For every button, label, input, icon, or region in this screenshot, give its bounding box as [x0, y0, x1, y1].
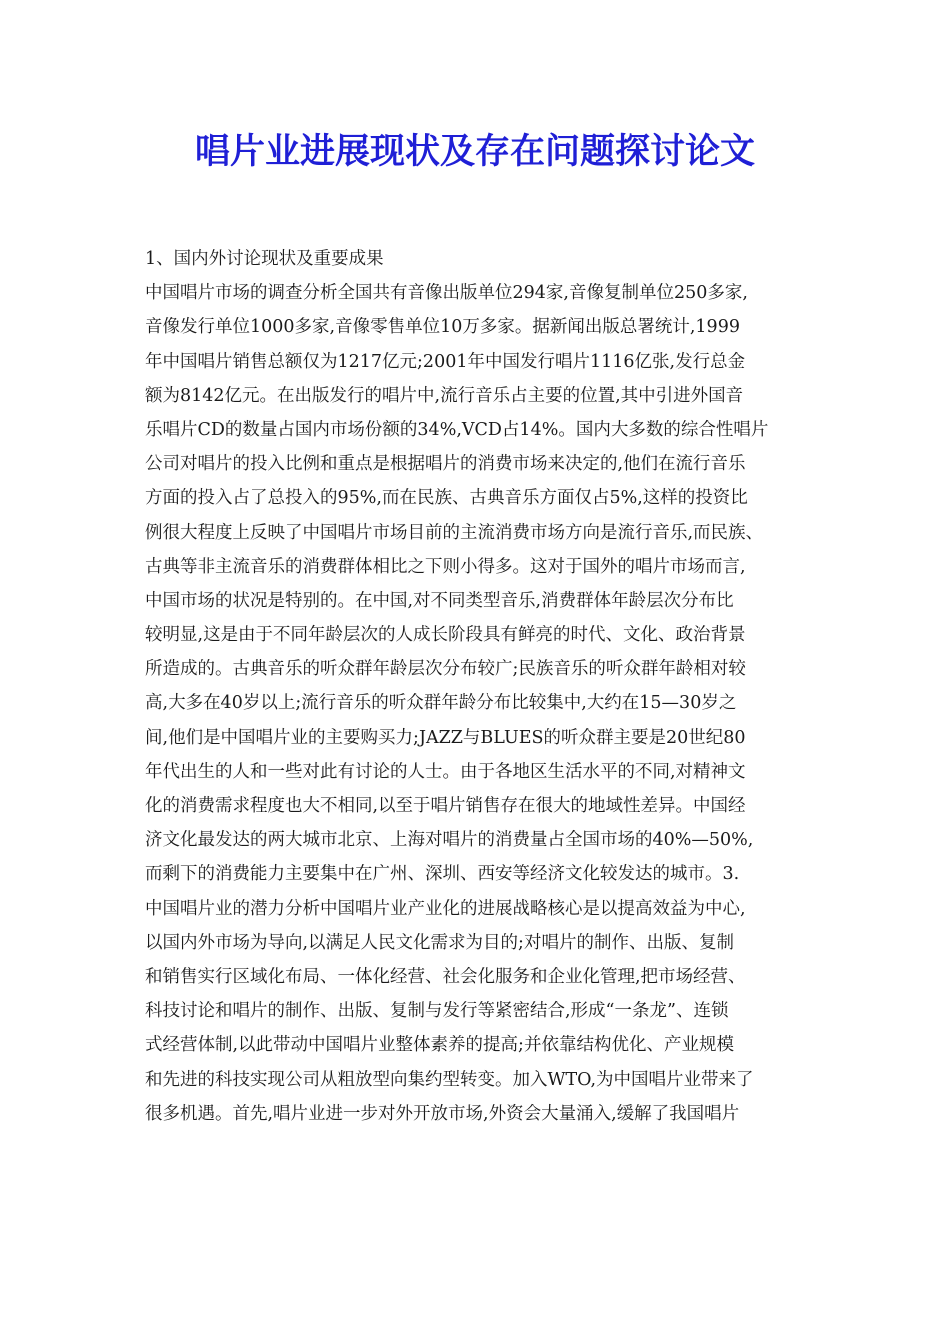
body-line: 和销售实行区域化布局、一体化经营、社会化服务和企业化管理,把市场经营、 — [145, 966, 746, 987]
document-body — [145, 242, 825, 1131]
body-line: 额为8142亿元。在出版发行的唱片中,流行音乐占主要的位置,其中引进外国音 — [145, 385, 744, 406]
body-line: 而剩下的消费能力主要集中在广州、深圳、西安等经济文化较发达的城市。3. — [145, 864, 740, 885]
body-line: 高,大多在40岁以上;流行音乐的听众群年龄分布比较集中,大约在15—30岁之 — [145, 693, 737, 714]
body-line: 年代出生的人和一些对此有讨论的人士。由于各地区生活水平的不同,对精神文 — [145, 761, 746, 782]
body-line: 中国唱片市场的调查分析全国共有音像出版单位294家,音像复制单位250多家, — [145, 283, 748, 304]
body-line: 所造成的。古典音乐的听众群年龄层次分布较广;民族音乐的听众群年龄相对较 — [145, 659, 746, 680]
body-line: 以国内外市场为导向,以满足人民文化需求为目的;对唱片的制作、出版、复制 — [145, 932, 734, 953]
body-line: 化的消费需求程度也大不相同,以至于唱片销售存在很大的地域性差异。中国经 — [145, 796, 746, 816]
body-line: 和先进的科技实现公司从粗放型向集约型转变。加入WTO,为中国唱片业带来了 — [145, 1069, 754, 1090]
body-line: 式经营体制,以此带动中国唱片业整体素养的提高;并依靠结构优化、产业规模 — [145, 1035, 734, 1056]
body-line: 科技讨论和唱片的制作、出版、复制与发行等紧密结合,形成“一条龙”、连锁 — [145, 1001, 729, 1022]
section-heading: 1、国内外讨论现状及重要成果 — [145, 249, 384, 269]
body-line: 较明显,这是由于不同年龄层次的人成长阶段具有鲜亮的时代、文化、政治背景 — [145, 625, 746, 646]
body-line: 乐唱片CD的数量占国内市场份额的34%,VCD占14%。国内大多数的综合性唱片 — [145, 419, 769, 440]
document-title: 唱片业进展现状及存在问题探讨论文 — [194, 132, 755, 172]
body-line: 中国市场的状况是特别的。在中国,对不同类型音乐,消费群体年龄层次分布比 — [145, 590, 734, 611]
body-line: 公司对唱片的投入比例和重点是根据唱片的消费市场来决定的,他们在流行音乐 — [145, 454, 746, 475]
body-line: 年中国唱片销售总额仅为1217亿元;2001年中国发行唱片1116亿张,发行总金 — [145, 351, 746, 372]
body-line: 间,他们是中国唱片业的主要购买力;JAZZ与BLUES的听众群主要是20世纪80 — [145, 727, 746, 748]
body-line: 济文化最发达的两大城市北京、上海对唱片的消费量占全国市场的40%—50%, — [145, 830, 754, 851]
body-line: 例很大程度上反映了中国唱片市场目前的主流消费市场方向是流行音乐,而民族、 — [145, 522, 764, 543]
body-line: 很多机遇。首先,唱片业进一步对外开放市场,外资会大量涌入,缓解了我国唱片 — [145, 1103, 740, 1124]
body-line: 方面的投入占了总投入的95%,而在民族、古典音乐方面仅占5%,这样的投资比 — [145, 488, 748, 509]
body-line: 音像发行单位1000多家,音像零售单位10万多家。据新闻出版总署统计,1999 — [145, 317, 740, 338]
body-line: 古典等非主流音乐的消费群体相比之下则小得多。这对于国外的唱片市场而言, — [145, 556, 746, 577]
body-line: 中国唱片业的潜力分析中国唱片业产业化的进展战略核心是以提高效益为中心, — [145, 898, 746, 919]
